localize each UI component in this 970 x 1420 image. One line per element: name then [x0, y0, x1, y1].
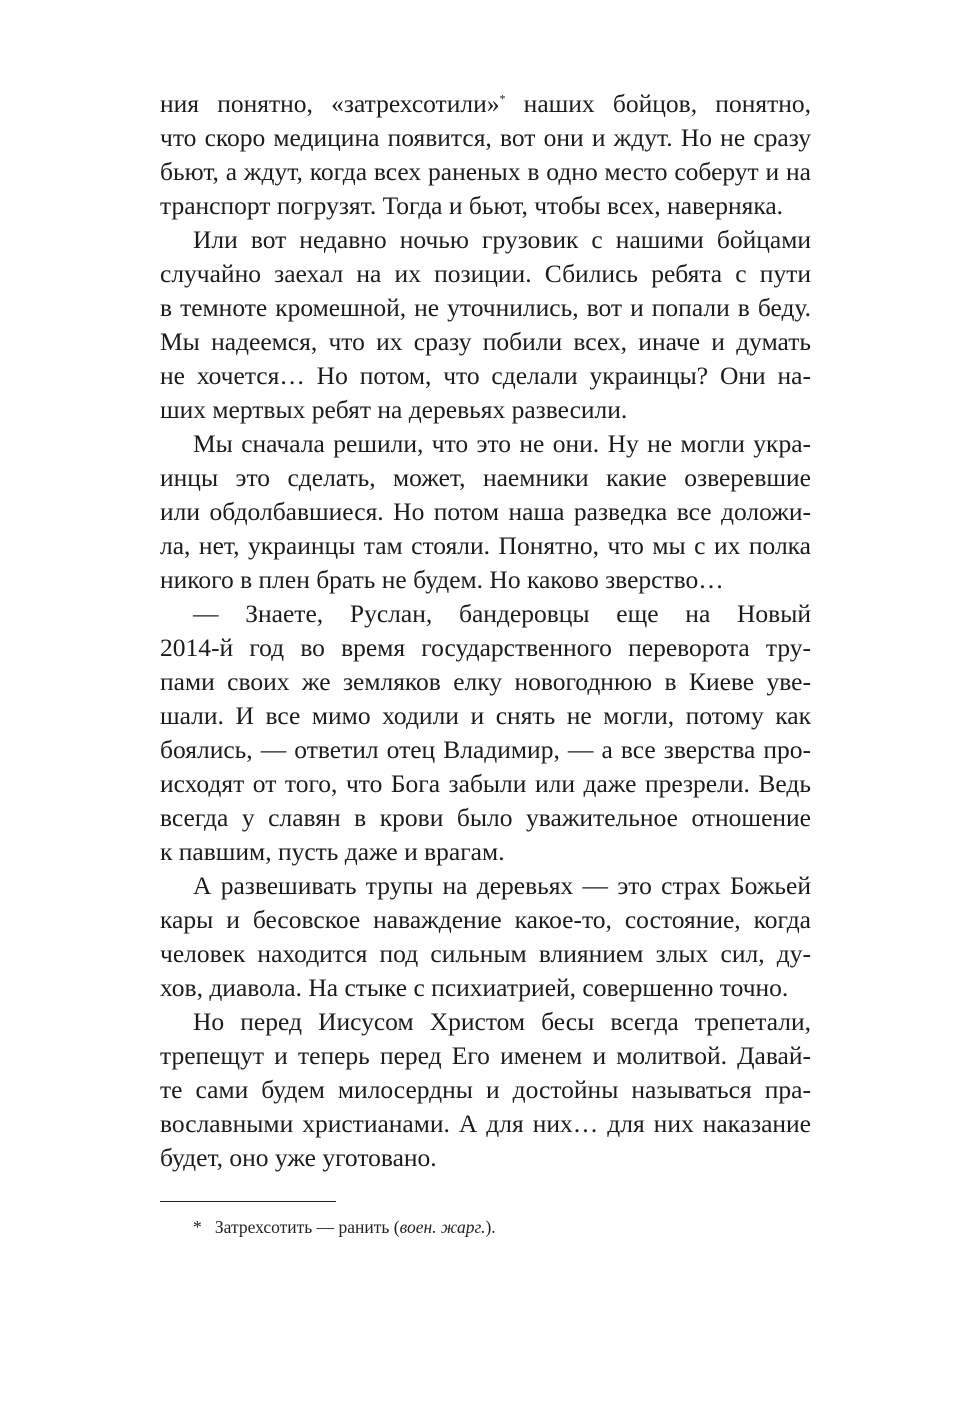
- text-line: Или вот недавно ночью грузовик с нашими бойцами: [193, 225, 811, 254]
- text-line: случайно заехал на их позиции. Сбились ребята с пути: [160, 259, 811, 288]
- text-line: Но перед Иисусом Христом бесы всегда трепетали,: [193, 1007, 811, 1036]
- footnote-text-end: ).: [485, 1217, 496, 1237]
- text-line: хов, диавола. На стыке с психиатрией, совершенно точно.: [160, 973, 789, 1002]
- footnote: [193, 1215, 496, 1239]
- text-line: — Знаете, Руслан, бандеровцы еще на Новый: [193, 599, 811, 628]
- text-line: кары и бесовское наваждение какое-то, состояние, когда: [160, 905, 811, 934]
- text-line: в темноте кромешной, не уточнились, вот и попали в беду.: [160, 293, 811, 322]
- text-line: никого в плен брать не будем. Но каково зверство…: [160, 565, 724, 594]
- text-line: А развешивать трупы на деревьях — это страх Божьей: [193, 871, 811, 900]
- paragraph-5: [160, 869, 811, 1005]
- text-line: транспорт погрузят. Тогда и бьют, чтобы всех, наверняка.: [160, 191, 784, 220]
- text-line: к павшим, пусть даже и врагам.: [160, 837, 505, 866]
- footnote-reference[interactable]: *: [499, 91, 506, 106]
- text-line: боялись, — ответил отец Владимир, — а все зверства про-: [160, 735, 811, 764]
- text-line: ла, нет, украинцы там стояли. Понятно, что мы с их полка: [160, 531, 811, 560]
- text-line: исходят от того, что Бога забыли или даже презрели. Ведь: [160, 769, 811, 798]
- text-line: шали. И все мимо ходили и снять не могли, потому как: [160, 701, 811, 730]
- paragraph-3: [160, 427, 811, 597]
- text-line: или обдолбавшиеся. Но потом наша разведка все доложи-: [160, 497, 811, 526]
- text-line: не хочется… Но потом, что сделали украинцы? Они на-: [160, 361, 811, 390]
- text-line: 2014-й год во время государственного переворота тру-: [160, 633, 811, 662]
- text-line: те сами будем милосердны и достойны называться пра-: [160, 1075, 811, 1104]
- footnote-abbreviation: воен. жарг.: [399, 1217, 486, 1237]
- paragraph-6: [160, 1005, 811, 1175]
- text-line: вославными христианами. А для них… для них наказание: [160, 1109, 811, 1138]
- page-body: [160, 87, 811, 1175]
- text-line: будет, оно уже уготовано.: [160, 1143, 437, 1172]
- footnote-mark: *: [193, 1217, 202, 1237]
- text-line: пами своих же земляков елку новогоднюю в Киеве уве-: [160, 667, 811, 696]
- text-line: ших мертвых ребят на деревьях развесили.: [160, 395, 628, 424]
- text-line: Мы надеемся, что их сразу побили всех, иначе и думать: [160, 327, 811, 356]
- paragraph-4: [160, 597, 811, 869]
- paragraph-2: [160, 223, 811, 427]
- text-line: ния понятно, «затрехсотили»* наших бойцов, понятно,: [160, 89, 811, 118]
- text-line: инцы это сделать, может, наемники какие озверевшие: [160, 463, 811, 492]
- text-line: трепещут и теперь перед Его именем и молитвой. Давай-: [160, 1041, 811, 1070]
- paragraph-1: [160, 87, 811, 223]
- footnote-divider: [160, 1201, 336, 1202]
- text-line: человек находится под сильным влиянием злых сил, ду-: [160, 939, 811, 968]
- text-line: бьют, а ждут, когда всех раненых в одно место соберут и на: [160, 157, 811, 186]
- text-line: Мы сначала решили, что это не они. Ну не могли укра-: [193, 429, 811, 458]
- footnote-text: Затрехсотить — ранить (: [214, 1217, 400, 1237]
- text-line: всегда у славян в крови было уважительное отношение: [160, 803, 811, 832]
- text-line: что скоро медицина появится, вот они и ждут. Но не сразу: [160, 123, 811, 152]
